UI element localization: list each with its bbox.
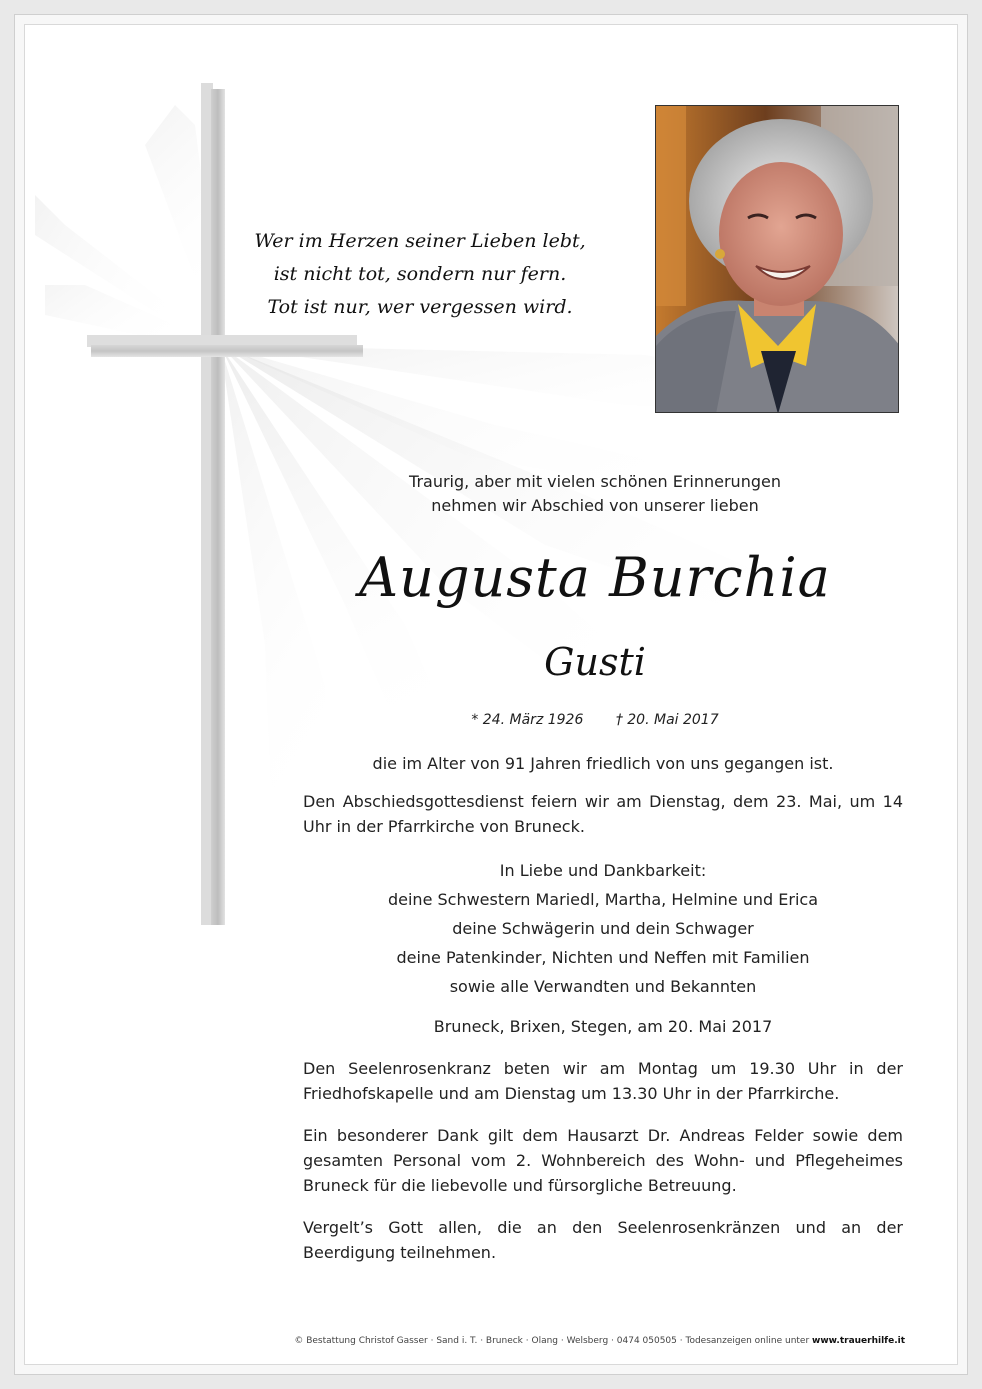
footer-website-link[interactable]: www.trauerhilfe.it: [812, 1336, 905, 1346]
death-date: † 20. Mai 2017: [615, 712, 719, 728]
memorial-quote: [195, 225, 645, 324]
age-line: die im Alter von 91 Jahren friedlich von uns gegangen ist.: [372, 754, 834, 773]
place-and-date: Bruneck, Brixen, Stegen, am 20. Mai 2017: [433, 1017, 773, 1036]
quote-line: Wer im Herzen seiner Lieben lebt,: [254, 230, 586, 252]
intro-text: [285, 470, 905, 518]
mourner-line: deine Schwägerin und dein Schwager: [452, 919, 754, 938]
mourner-line: sowie alle Verwandten und Bekannten: [449, 977, 757, 996]
mourner-line: deine Patenkinder, Nichten und Neffen mit Familien: [396, 948, 810, 967]
footer-text: © Bestattung Christof Gasser · Sand i. T. · Bruneck · Olang · Welsberg · 0474 050505 · Todesanzeigen online unter: [294, 1336, 810, 1346]
life-dates: [285, 709, 905, 731]
mourner-line: deine Schwestern Mariedl, Martha, Helmine und Erica: [387, 890, 819, 909]
quote-line: Tot ist nur, wer vergessen wird.: [267, 296, 573, 318]
birth-date: * 24. März 1926: [471, 712, 584, 728]
obituary-body: [303, 751, 903, 1265]
portrait-image: [656, 106, 899, 413]
obituary-card: [24, 24, 958, 1365]
portrait-photo: [655, 105, 899, 413]
closing-text: Vergelt’s Gott allen, die an den Seelenrosenkränzen und an der Beerdigung teilnehmen.: [303, 1218, 903, 1262]
footer-credit: [285, 1336, 905, 1346]
obituary-page: [14, 14, 968, 1375]
mourners-heading: In Liebe und Dankbarkeit:: [499, 861, 707, 880]
thanks-text: Ein besonderer Dank gilt dem Hausarzt Dr. Andreas Felder sowie dem gesamten Personal vom 2. Wohnbereich des Wohn- und Pflegeheimes Bruneck für die liebevolle und fürsorgliche Betreuung.: [303, 1126, 903, 1195]
intro-line: Traurig, aber mit vielen schönen Erinnerungen: [409, 472, 781, 491]
intro-line: nehmen wir Abschied von unserer lieben: [431, 496, 759, 515]
service-info: Den Abschiedsgottesdienst feiern wir am Dienstag, dem 23. Mai, um 14 Uhr in der Pfarrkirche von Bruneck.: [303, 792, 903, 836]
rosary-info: Den Seelenrosenkranz beten wir am Montag um 19.30 Uhr in der Friedhofskapelle und am Dienstag um 13.30 Uhr in der Pfarrkirche.: [303, 1059, 903, 1103]
quote-line: ist nicht tot, sondern nur fern.: [273, 263, 567, 285]
deceased-name: Augusta Burchia: [359, 546, 831, 609]
deceased-nickname: Gusti: [544, 640, 646, 684]
mourners-list: [303, 856, 903, 1001]
